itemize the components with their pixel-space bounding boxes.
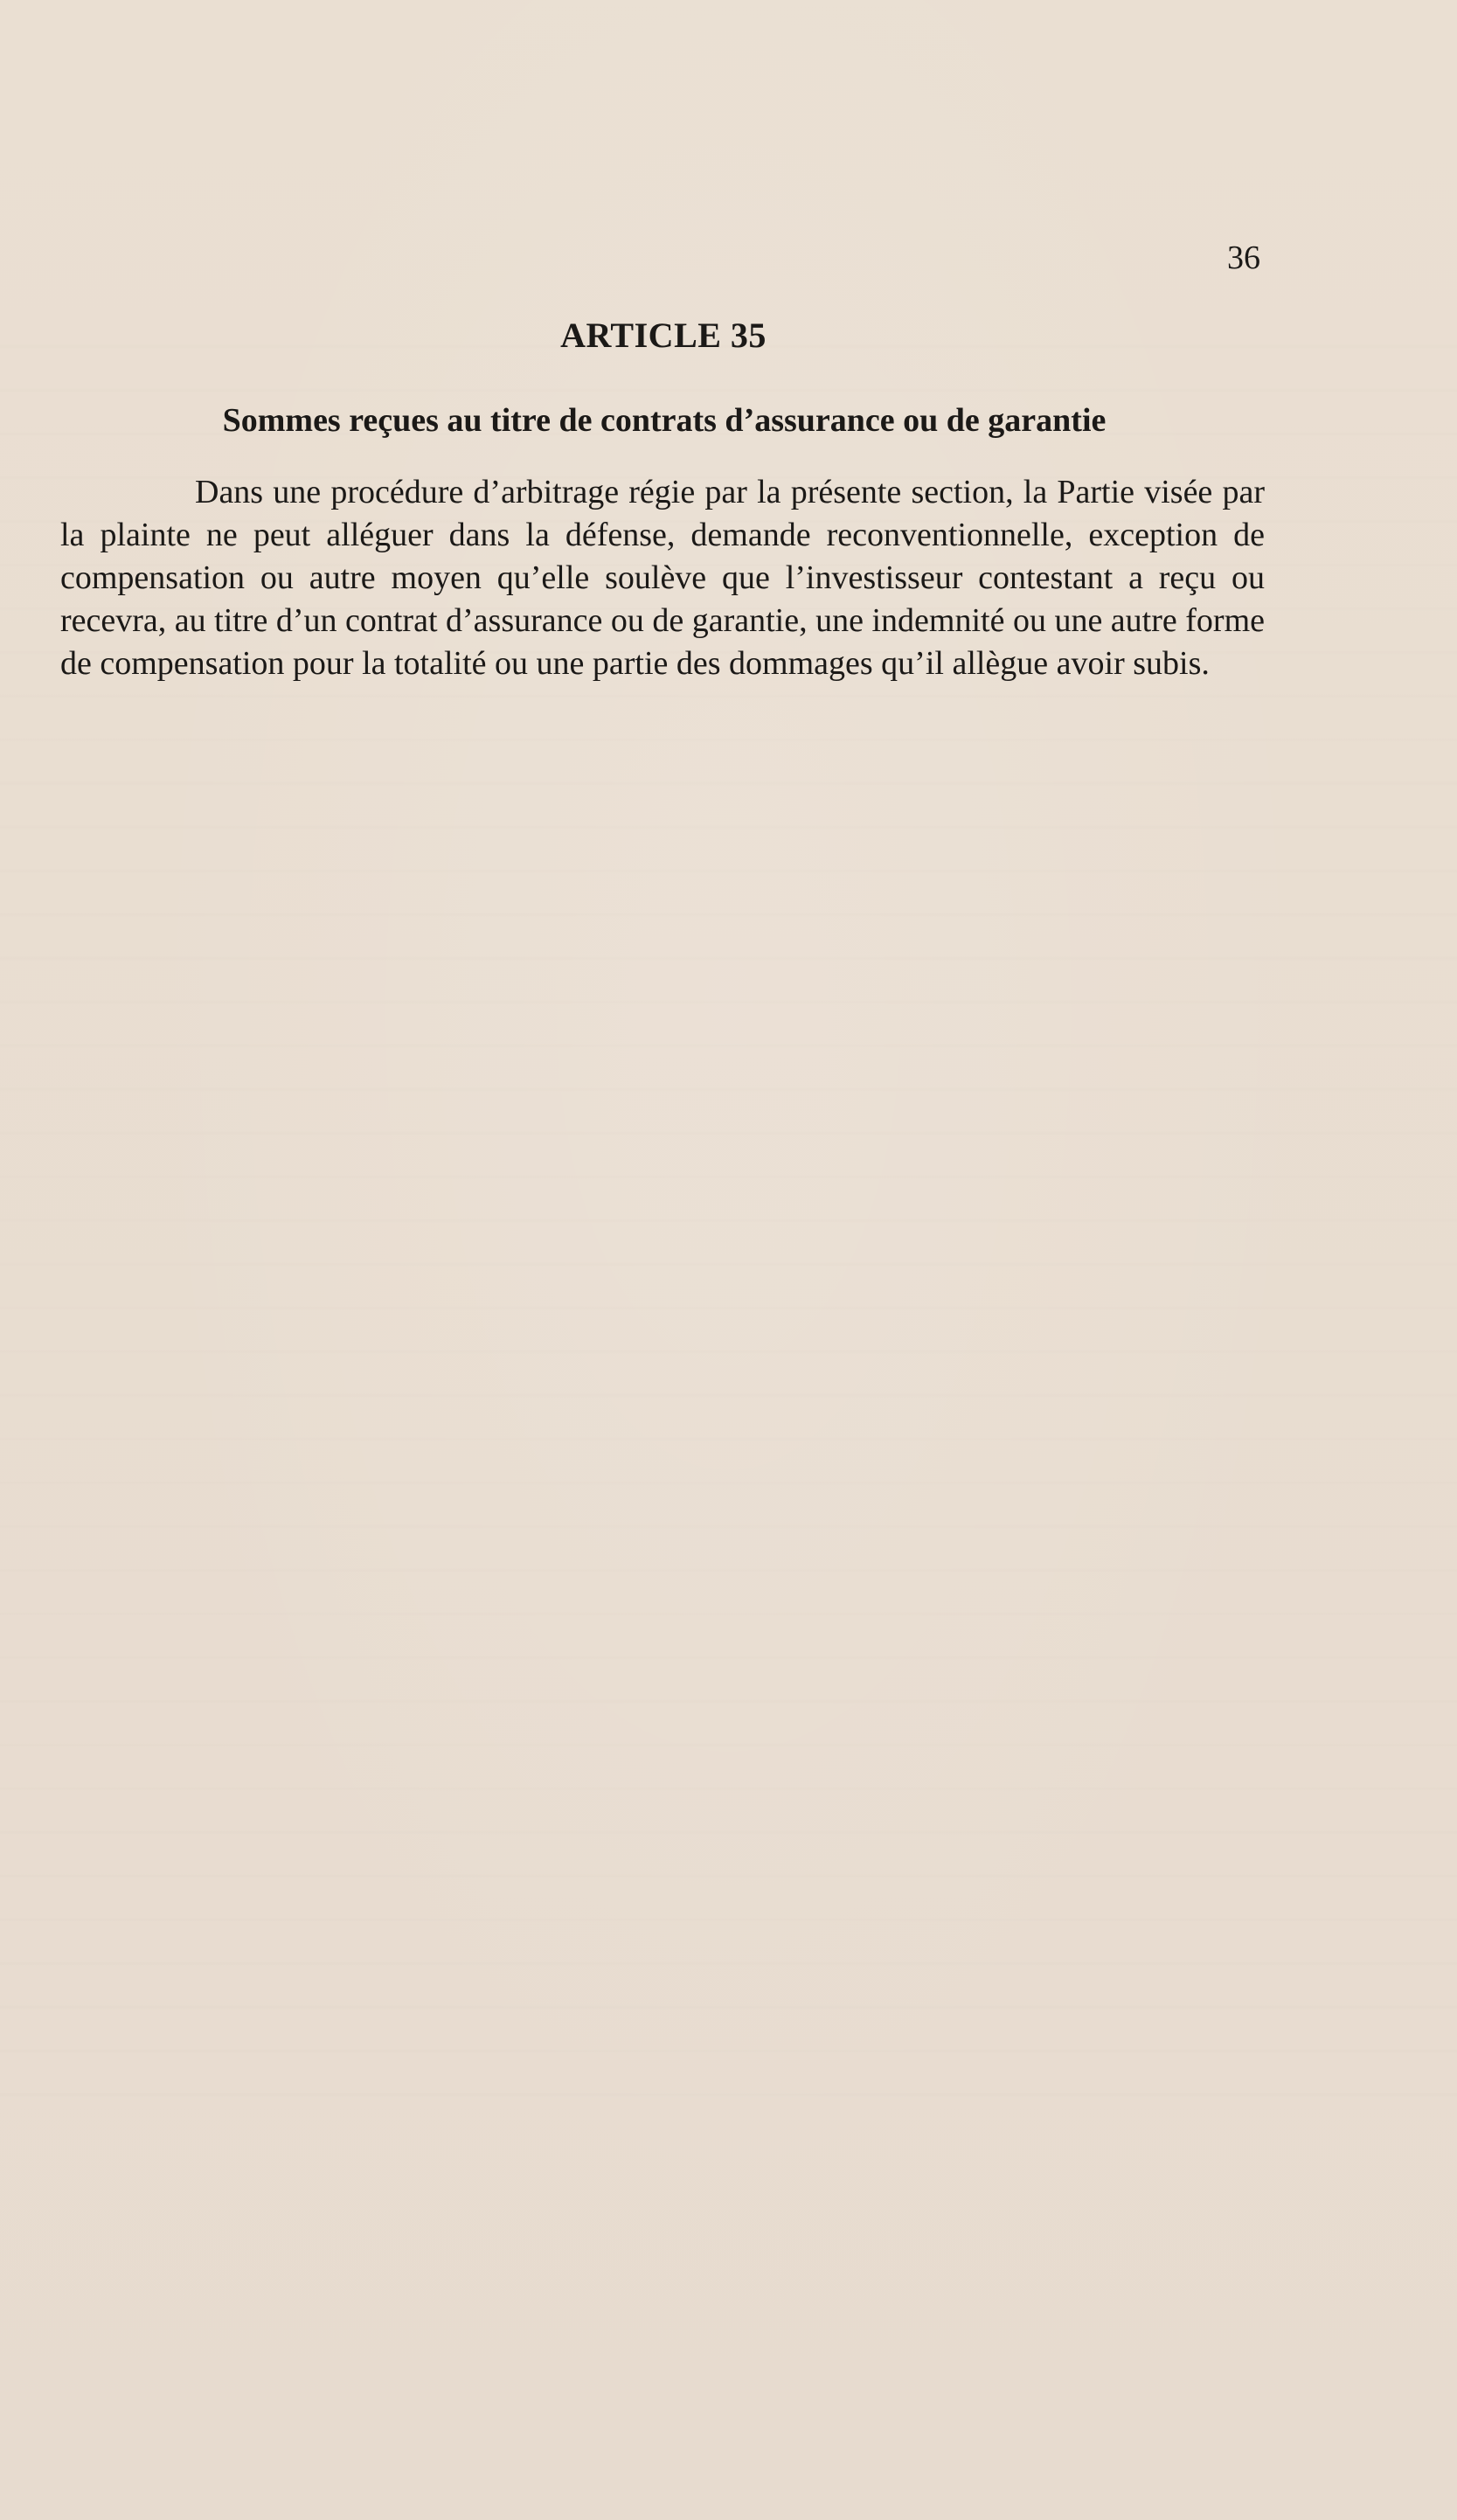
article-body: Dans une procédure d’arbitrage régie par la présente section, la Partie visée par la plainte ne peut alléguer dans la défense, demande reconventionnelle, exception de compensation ou autre moyen qu’elle soulève que l’investisseur contestant a reçu ou recevra, au titre d’un contrat d’assurance ou de garantie, une indemnité ou une autre forme de compensation pour la totalité ou une partie des dommages qu’il allègue avoir subis. [60, 474, 1265, 682]
page-number: 36 [1227, 240, 1260, 276]
article-title: ARTICLE 35 [560, 316, 767, 355]
article-subtitle: Sommes reçues au titre de contrats d’assurance ou de garantie [222, 402, 1107, 439]
